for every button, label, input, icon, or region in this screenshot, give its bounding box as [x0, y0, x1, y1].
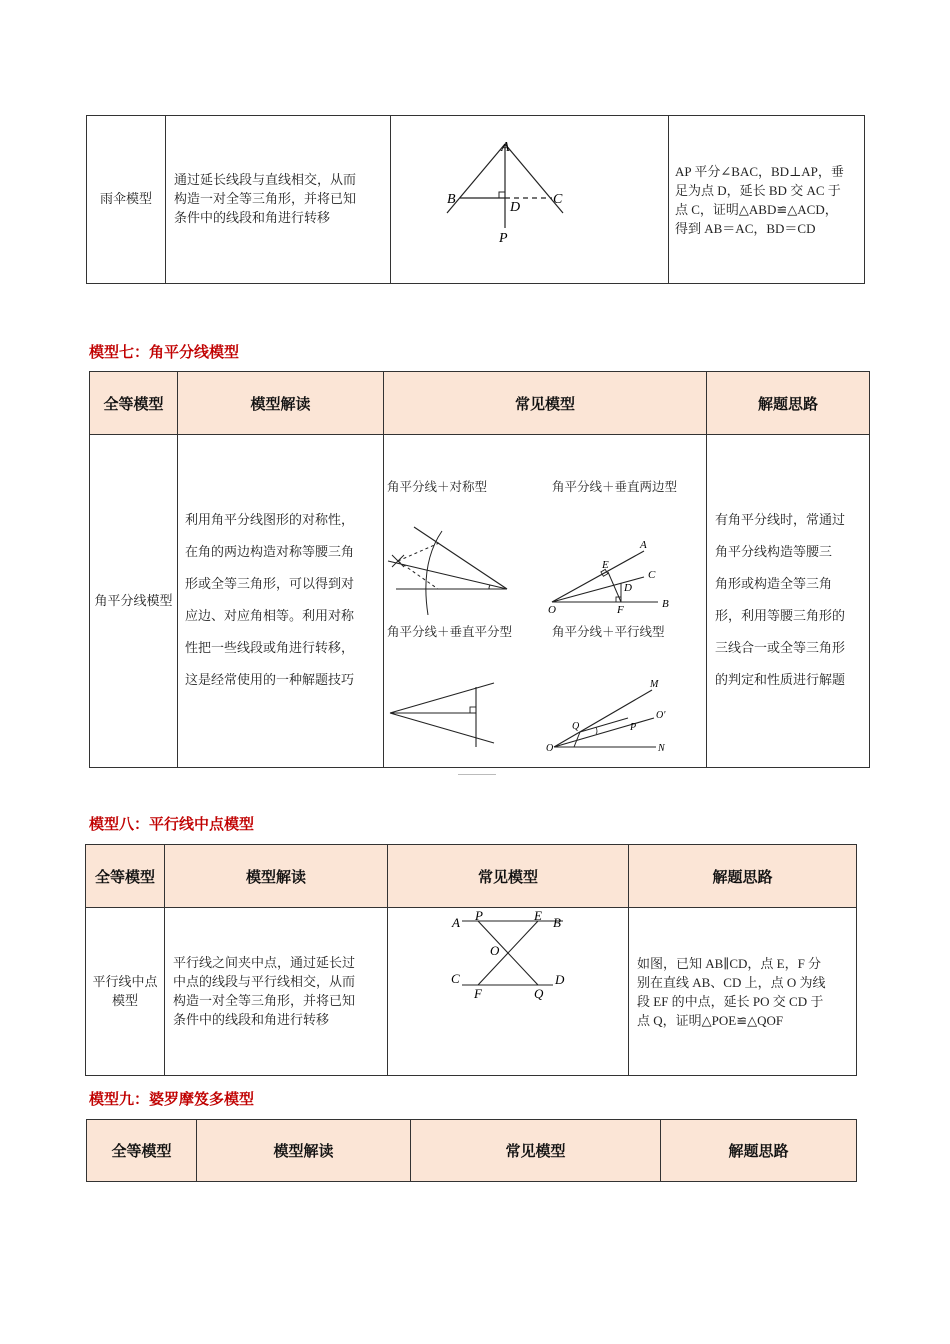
- m8-label-F: F: [474, 986, 482, 1001]
- model8-title: 模型八：平行线中点模型: [89, 815, 255, 833]
- model7-reading: 利用角平分线图形的对称性， 在角的两边构造对称等腰三角 形或全等三角形，可以得到对 应边、对应角相等。利用对称 性把一些线段或角进行转移， 这是经常使用的一种解题技巧: [178, 435, 384, 768]
- model8-header-common: 常见模型: [388, 845, 629, 908]
- caption-perpendicular-sides: 角平分线＋垂直两边型: [552, 479, 678, 494]
- umbrella-diagram: [391, 116, 669, 279]
- label-P: P: [499, 231, 508, 246]
- fig4-label-P: P: [630, 722, 637, 733]
- m8-label-B: B: [553, 915, 561, 930]
- model9-table: [86, 1119, 857, 1182]
- umbrella-model-table: [86, 115, 865, 284]
- fig4-label-O-prime: O': [656, 710, 666, 721]
- fig2-label-A: A: [640, 539, 647, 551]
- model7-header-type: 全等模型: [90, 372, 178, 435]
- model9-title: 模型九：婆罗摩笈多模型: [89, 1090, 255, 1108]
- model7-name: 角平分线模型: [90, 435, 178, 768]
- model8-header-reading: 模型解读: [165, 845, 388, 908]
- umbrella-model-reading: 通过延长线段与直线相交，从而 构造一对全等三角形，并将已知 条件中的线段和角进行转移: [166, 116, 391, 284]
- m8-label-D: D: [555, 972, 565, 987]
- fig-bisector-perp-bisector: [384, 665, 544, 755]
- label-B: B: [447, 192, 456, 207]
- model7-title: 模型七：角平分线模型: [89, 343, 240, 361]
- model8-table: [85, 844, 857, 1076]
- label-D: D: [510, 200, 521, 215]
- fig4-label-Q: Q: [572, 721, 580, 732]
- m8-label-P: P: [475, 908, 483, 923]
- fig2-label-D: D: [624, 582, 632, 594]
- model8-header-idea: 解题思路: [629, 845, 857, 908]
- umbrella-model-figure: [391, 116, 669, 284]
- fig2-label-F: F: [617, 604, 624, 615]
- model7-header-reading: 模型解读: [178, 372, 384, 435]
- model8-idea: 如图，已知 AB∥CD，点 E，F 分 别在直线 AB、CD 上，点 O 为线 段 EF 的中点，延长 PO 交 CD 于 点 Q，证明△POE≌△QOF: [629, 908, 857, 1076]
- model9-header-type: 全等模型: [87, 1120, 197, 1182]
- model9-header-common: 常见模型: [411, 1120, 661, 1182]
- fig4-label-O: O: [546, 743, 554, 754]
- fig2-label-B: B: [662, 598, 669, 610]
- model7-table: [89, 371, 870, 768]
- fig2-label-O: O: [548, 604, 556, 615]
- fig-bisector-parallel: [544, 660, 707, 760]
- fig4-label-M: M: [650, 679, 659, 690]
- label-C: C: [553, 192, 563, 207]
- model8-reading: 平行线之间夹中点，通过延长过 中点的线段与平行线相交，从而 构造一对全等三角形，并将已知 条件中的线段和角进行转移: [165, 908, 388, 1076]
- fig2-label-C: C: [648, 569, 656, 581]
- model7-header-common: 常见模型: [384, 372, 707, 435]
- fig-bisector-perpendicular: [544, 515, 707, 615]
- model7-figures: [384, 435, 707, 768]
- parallel-midpoint-diagram: [388, 908, 629, 1071]
- fig4-label-N: N: [658, 743, 665, 754]
- model8-header-type: 全等模型: [86, 845, 165, 908]
- fig2-label-E: E: [602, 559, 609, 571]
- m8-label-Q: Q: [534, 986, 544, 1001]
- model7-header-idea: 解题思路: [707, 372, 870, 435]
- m8-label-E: E: [534, 908, 542, 923]
- page-divider: [458, 774, 496, 778]
- m8-label-A: A: [452, 915, 460, 930]
- umbrella-model-idea: AP 平分∠BAC，BD⊥AP，垂 足为点 D，延长 BD 交 AC 于 点 C，证明△ABD≌△ACD， 得到 AB＝AC，BD＝CD: [669, 116, 865, 284]
- label-A: A: [501, 140, 510, 155]
- model9-header-idea: 解题思路: [661, 1120, 857, 1182]
- caption-perpendicular-bisector: 角平分线＋垂直平分型: [387, 624, 513, 639]
- umbrella-model-name: 雨伞模型: [87, 116, 166, 284]
- caption-parallel: 角平分线＋平行线型: [552, 624, 665, 639]
- model7-idea: 有角平分线时，常通过 角平分线构造等腰三 角形或构造全等三角 形，利用等腰三角形的 三线合一或全等三角形 的判定和性质进行解题: [707, 435, 870, 768]
- model9-header-reading: 模型解读: [197, 1120, 411, 1182]
- m8-label-C: C: [451, 971, 460, 986]
- m8-label-O: O: [490, 943, 500, 958]
- fig-bisector-symmetric: [384, 515, 544, 615]
- model8-name: 平行线中点 模型: [86, 908, 165, 1076]
- caption-symmetric: 角平分线＋对称型: [387, 479, 488, 494]
- model8-figure: [388, 908, 629, 1076]
